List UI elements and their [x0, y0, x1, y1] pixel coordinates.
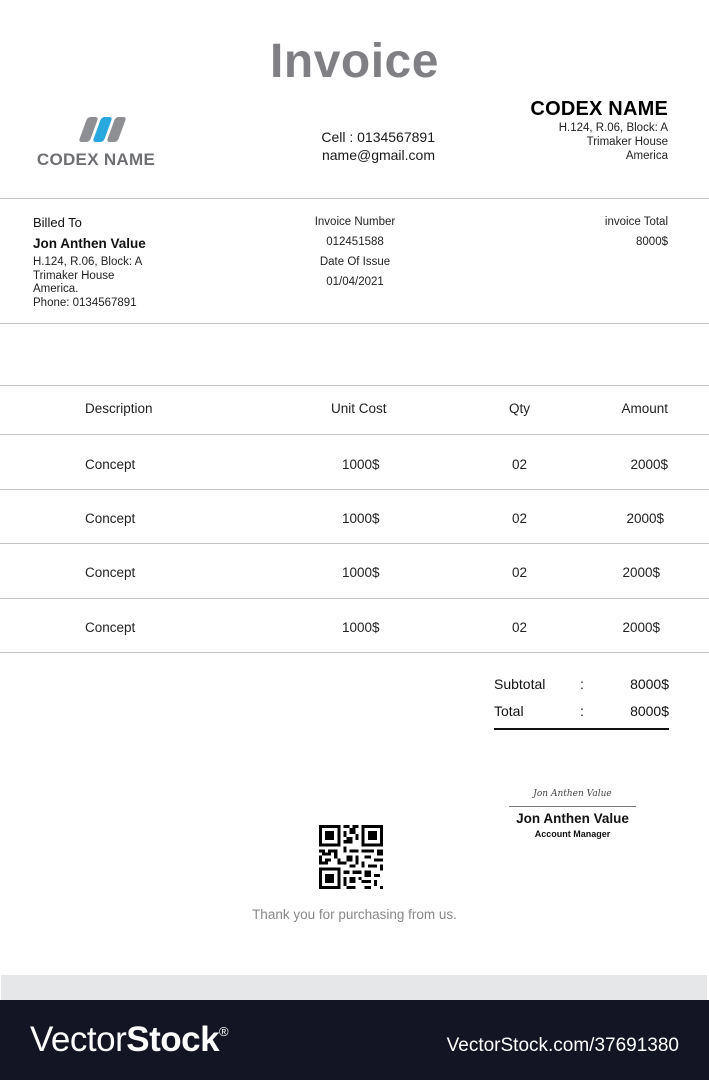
header-unit-cost: Unit Cost — [331, 401, 387, 416]
cell-amount: 2000$ — [626, 511, 664, 526]
cell-description: Concept — [85, 620, 136, 635]
invoice-number: 012451588 — [326, 236, 384, 248]
brand-light: Vector — [30, 1020, 127, 1059]
table-rule — [0, 489, 709, 490]
company-address-line3: America — [625, 150, 668, 162]
company-address-line1: H.124, R.06, Block: A — [558, 122, 668, 134]
invoice-title: Invoice — [270, 35, 439, 88]
cell-qty: 02 — [512, 620, 528, 635]
invoice-total-block — [605, 216, 668, 256]
invoice-total-label: invoice Total — [604, 216, 668, 228]
company-logo — [34, 117, 158, 170]
subtotal-separator: : — [580, 676, 584, 692]
billed-to-block — [33, 215, 146, 310]
signature-script: Jon Anthen Value — [533, 789, 612, 799]
billed-phone: Phone: 0134567891 — [33, 296, 137, 309]
vectorstock-banner — [0, 1000, 709, 1080]
billed-address-line1: H.124, R.06, Block: A — [33, 256, 143, 268]
table-rule — [0, 543, 709, 544]
header-description: Description — [85, 401, 153, 416]
cell-description: Concept — [85, 457, 136, 472]
table-rule — [0, 434, 709, 435]
subtotal-label: Subtotal — [494, 676, 546, 692]
header-amount: Amount — [621, 401, 668, 416]
email-address: name@gmail.com — [321, 147, 435, 163]
company-address-line2: Trimaker House — [586, 136, 668, 148]
cell-unit-cost: 1000$ — [342, 620, 380, 635]
cell-qty: 02 — [512, 511, 528, 526]
total-separator: : — [580, 703, 584, 719]
signature-block — [509, 784, 636, 839]
date-of-issue: 01/04/2021 — [326, 276, 384, 288]
invoice-meta — [280, 216, 430, 296]
company-name: CODEX NAME — [530, 98, 668, 120]
divider — [0, 198, 709, 199]
registered-mark: ® — [219, 1024, 229, 1039]
signatory-name: Jon Anthen Value — [516, 811, 629, 826]
cell-number: Cell : 0134567891 — [321, 129, 435, 145]
thank-you-message: Thank you for purchasing from us. — [252, 907, 457, 922]
date-of-issue-label: Date Of Issue — [319, 256, 391, 268]
billed-address-line3: America. — [33, 283, 79, 295]
brand-bold: Stock — [126, 1020, 220, 1059]
subtotal-row — [494, 676, 669, 703]
company-block — [530, 98, 668, 163]
qr-code-icon — [319, 825, 383, 889]
cell-description: Concept — [85, 565, 136, 580]
cell-qty: 02 — [512, 565, 528, 580]
cell-amount: 2000$ — [622, 565, 660, 580]
subtotal-value: 8000$ — [630, 676, 669, 692]
table-rule — [0, 652, 709, 653]
grey-band — [1, 975, 707, 1001]
billed-address-line2: Trimaker House — [33, 269, 115, 282]
header-qty: Qty — [509, 401, 531, 416]
three-slash-logo-icon — [34, 117, 158, 143]
cell-unit-cost: 1000$ — [342, 511, 380, 526]
invoice-total: 8000$ — [636, 236, 668, 248]
vectorstock-url: VectorStock.com/37691380 — [446, 1035, 679, 1056]
billed-to-address — [33, 256, 146, 310]
logo-text: CODEX NAME — [36, 150, 156, 169]
billed-to-name: Jon Anthen Value — [33, 236, 146, 251]
cell-unit-cost: 1000$ — [342, 457, 380, 472]
vectorstock-logo — [30, 1020, 228, 1060]
table-rule — [0, 598, 709, 599]
cell-qty: 02 — [512, 457, 528, 472]
cell-description: Concept — [85, 511, 136, 526]
divider — [0, 323, 709, 324]
totals-summary — [494, 676, 669, 730]
total-value: 8000$ — [630, 703, 669, 719]
cell-unit-cost: 1000$ — [342, 565, 380, 580]
signatory-role: Account Manager — [534, 829, 611, 839]
invoice-number-label: Invoice Number — [314, 216, 396, 228]
billed-to-label: Billed To — [33, 215, 82, 230]
cell-amount: 2000$ — [622, 620, 660, 635]
table-rule — [0, 385, 709, 386]
contact-info — [260, 128, 435, 164]
total-underline — [494, 728, 669, 730]
signature-line — [509, 806, 636, 807]
total-label: Total — [494, 703, 524, 719]
total-row — [494, 703, 669, 730]
cell-amount: 2000$ — [630, 457, 668, 472]
